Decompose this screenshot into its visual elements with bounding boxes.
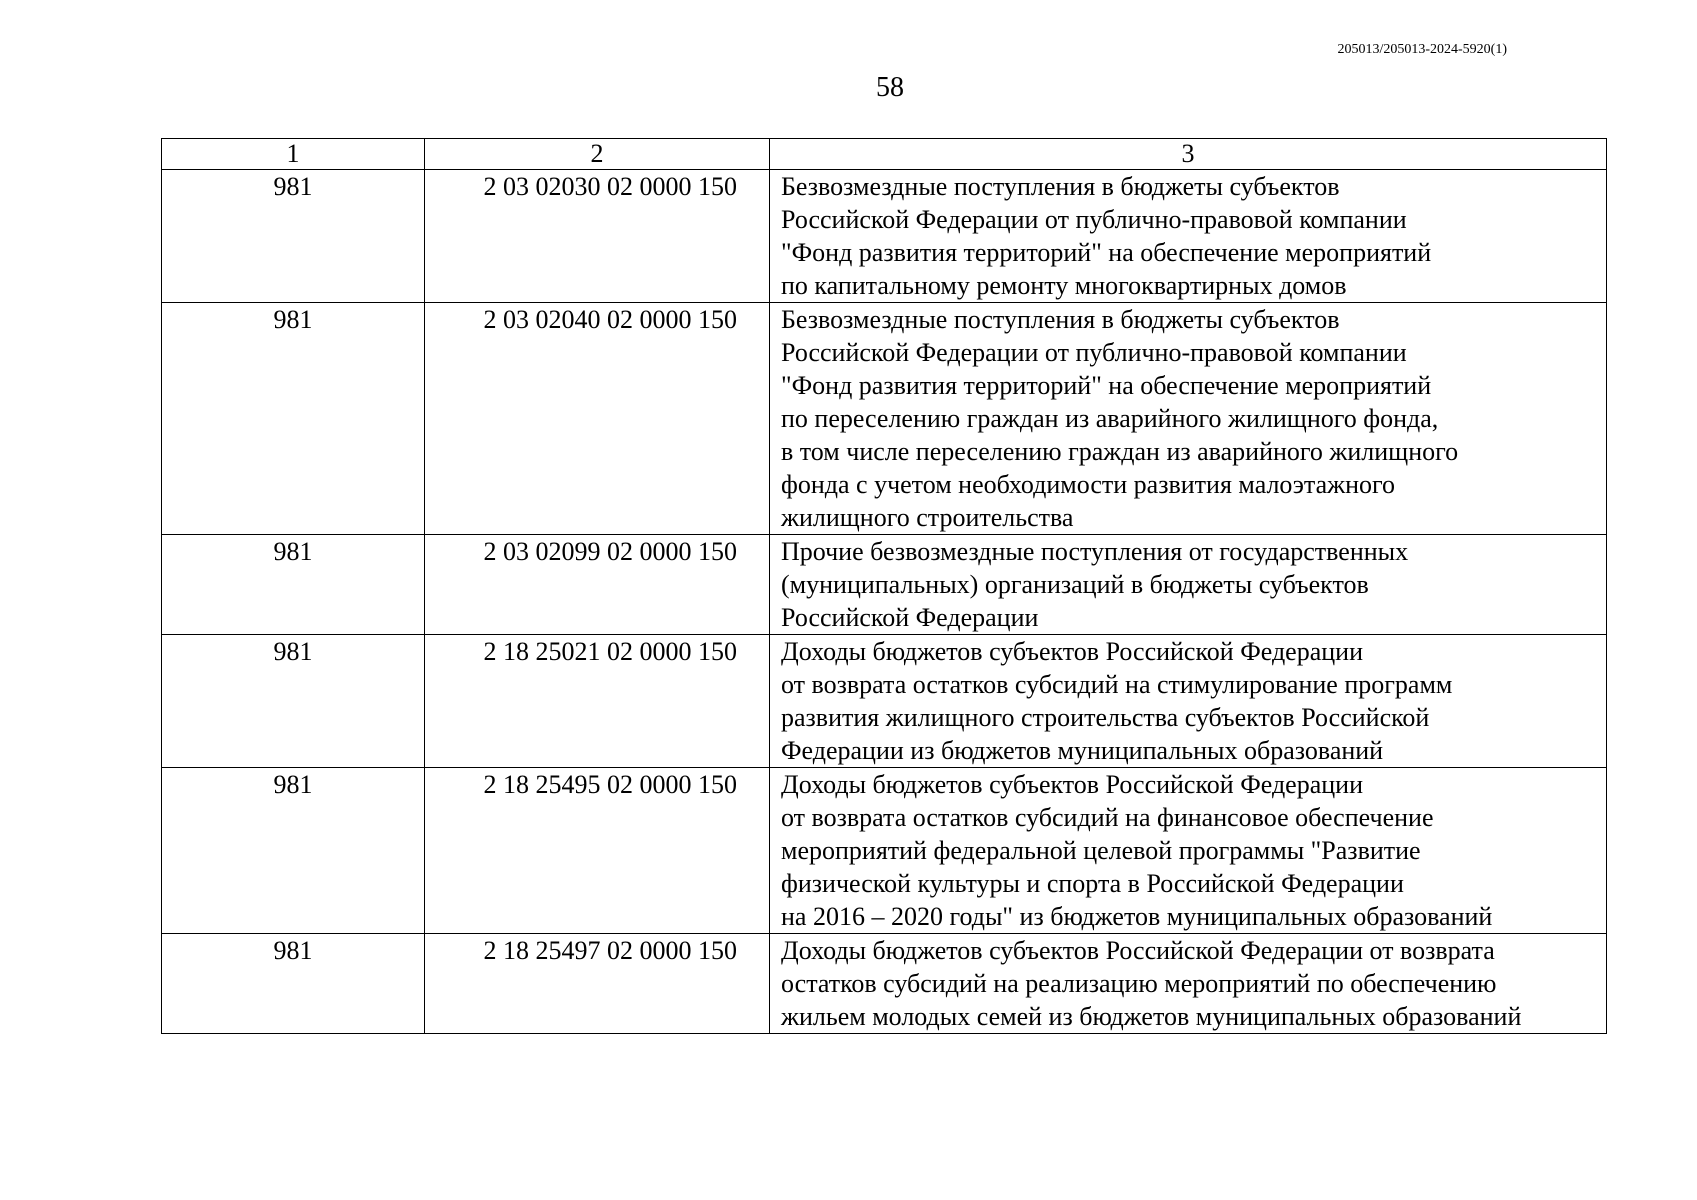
column-header-1: 1 <box>162 139 425 170</box>
document-id: 205013/205013-2024-5920(1) <box>1337 42 1507 57</box>
description-line: на 2016 – 2020 годы" из бюджетов муниципальных образований <box>781 902 1493 931</box>
description-line: физической культуры и спорта в Российской Федерации <box>781 869 1404 898</box>
table-row <box>162 303 1607 535</box>
income-code-cell: 2 03 02099 02 0000 150 <box>425 535 770 635</box>
table-body <box>162 170 1607 1034</box>
description-line: мероприятий федеральной целевой программы "Развитие <box>781 836 1421 865</box>
description-line: по переселению граждан из аварийного жилищного фонда, <box>781 404 1439 433</box>
description-cell <box>770 303 1607 535</box>
admin-code-cell: 981 <box>162 535 425 635</box>
description-line: Российской Федерации от публично-правовой компании <box>781 338 1407 367</box>
admin-code-cell: 981 <box>162 303 425 535</box>
description-line: по капитальному ремонту многоквартирных домов <box>781 271 1347 300</box>
description-line: Доходы бюджетов субъектов Российской Федерации <box>781 770 1363 799</box>
description-line: Российской Федерации от публично-правовой компании <box>781 205 1407 234</box>
description-line: Прочие безвозмездные поступления от государственных <box>781 537 1409 566</box>
admin-code-cell: 981 <box>162 635 425 768</box>
description-cell <box>770 635 1607 768</box>
description-line: Доходы бюджетов субъектов Российской Федерации <box>781 637 1363 666</box>
description-line: Безвозмездные поступления в бюджеты субъектов <box>781 172 1340 201</box>
description-line: жильем молодых семей из бюджетов муниципальных образований <box>781 1002 1522 1031</box>
budget-classification-table <box>161 138 1607 1034</box>
table-row <box>162 170 1607 303</box>
description-line: развития жилищного строительства субъектов Российской <box>781 703 1430 732</box>
description-line: Доходы бюджетов субъектов Российской Федерации от возврата <box>781 936 1495 965</box>
description-line: "Фонд развития территорий" на обеспечение мероприятий <box>781 238 1432 267</box>
description-line: остатков субсидий на реализацию мероприятий по обеспечению <box>781 969 1497 998</box>
column-header-2: 2 <box>425 139 770 170</box>
description-line: "Фонд развития территорий" на обеспечение мероприятий <box>781 371 1432 400</box>
income-code-cell: 2 03 02030 02 0000 150 <box>425 170 770 303</box>
description-line: Федерации из бюджетов муниципальных образований <box>781 736 1384 765</box>
description-cell <box>770 768 1607 934</box>
admin-code-cell: 981 <box>162 934 425 1034</box>
description-cell <box>770 535 1607 635</box>
admin-code-cell: 981 <box>162 768 425 934</box>
description-line: в том числе переселению граждан из аварийного жилищного <box>781 437 1459 466</box>
description-line: от возврата остатков субсидий на стимулирование программ <box>781 670 1453 699</box>
description-cell <box>770 934 1607 1034</box>
income-code-cell: 2 18 25021 02 0000 150 <box>425 635 770 768</box>
description-cell <box>770 170 1607 303</box>
table-header-row <box>162 139 1607 170</box>
income-code-cell: 2 18 25497 02 0000 150 <box>425 934 770 1034</box>
description-line: (муниципальных) организаций в бюджеты субъектов <box>781 570 1369 599</box>
description-line: Российской Федерации <box>781 603 1039 632</box>
column-header-3: 3 <box>770 139 1607 170</box>
table-row <box>162 768 1607 934</box>
table-row <box>162 535 1607 635</box>
income-code-cell: 2 03 02040 02 0000 150 <box>425 303 770 535</box>
description-line: фонда с учетом необходимости развития малоэтажного <box>781 470 1396 499</box>
admin-code-cell: 981 <box>162 170 425 303</box>
page-number: 58 <box>876 72 904 103</box>
description-line: жилищного строительства <box>781 503 1074 532</box>
description-line: Безвозмездные поступления в бюджеты субъектов <box>781 305 1340 334</box>
table-row <box>162 635 1607 768</box>
table-row <box>162 934 1607 1034</box>
description-line: от возврата остатков субсидий на финансовое обеспечение <box>781 803 1434 832</box>
income-code-cell: 2 18 25495 02 0000 150 <box>425 768 770 934</box>
